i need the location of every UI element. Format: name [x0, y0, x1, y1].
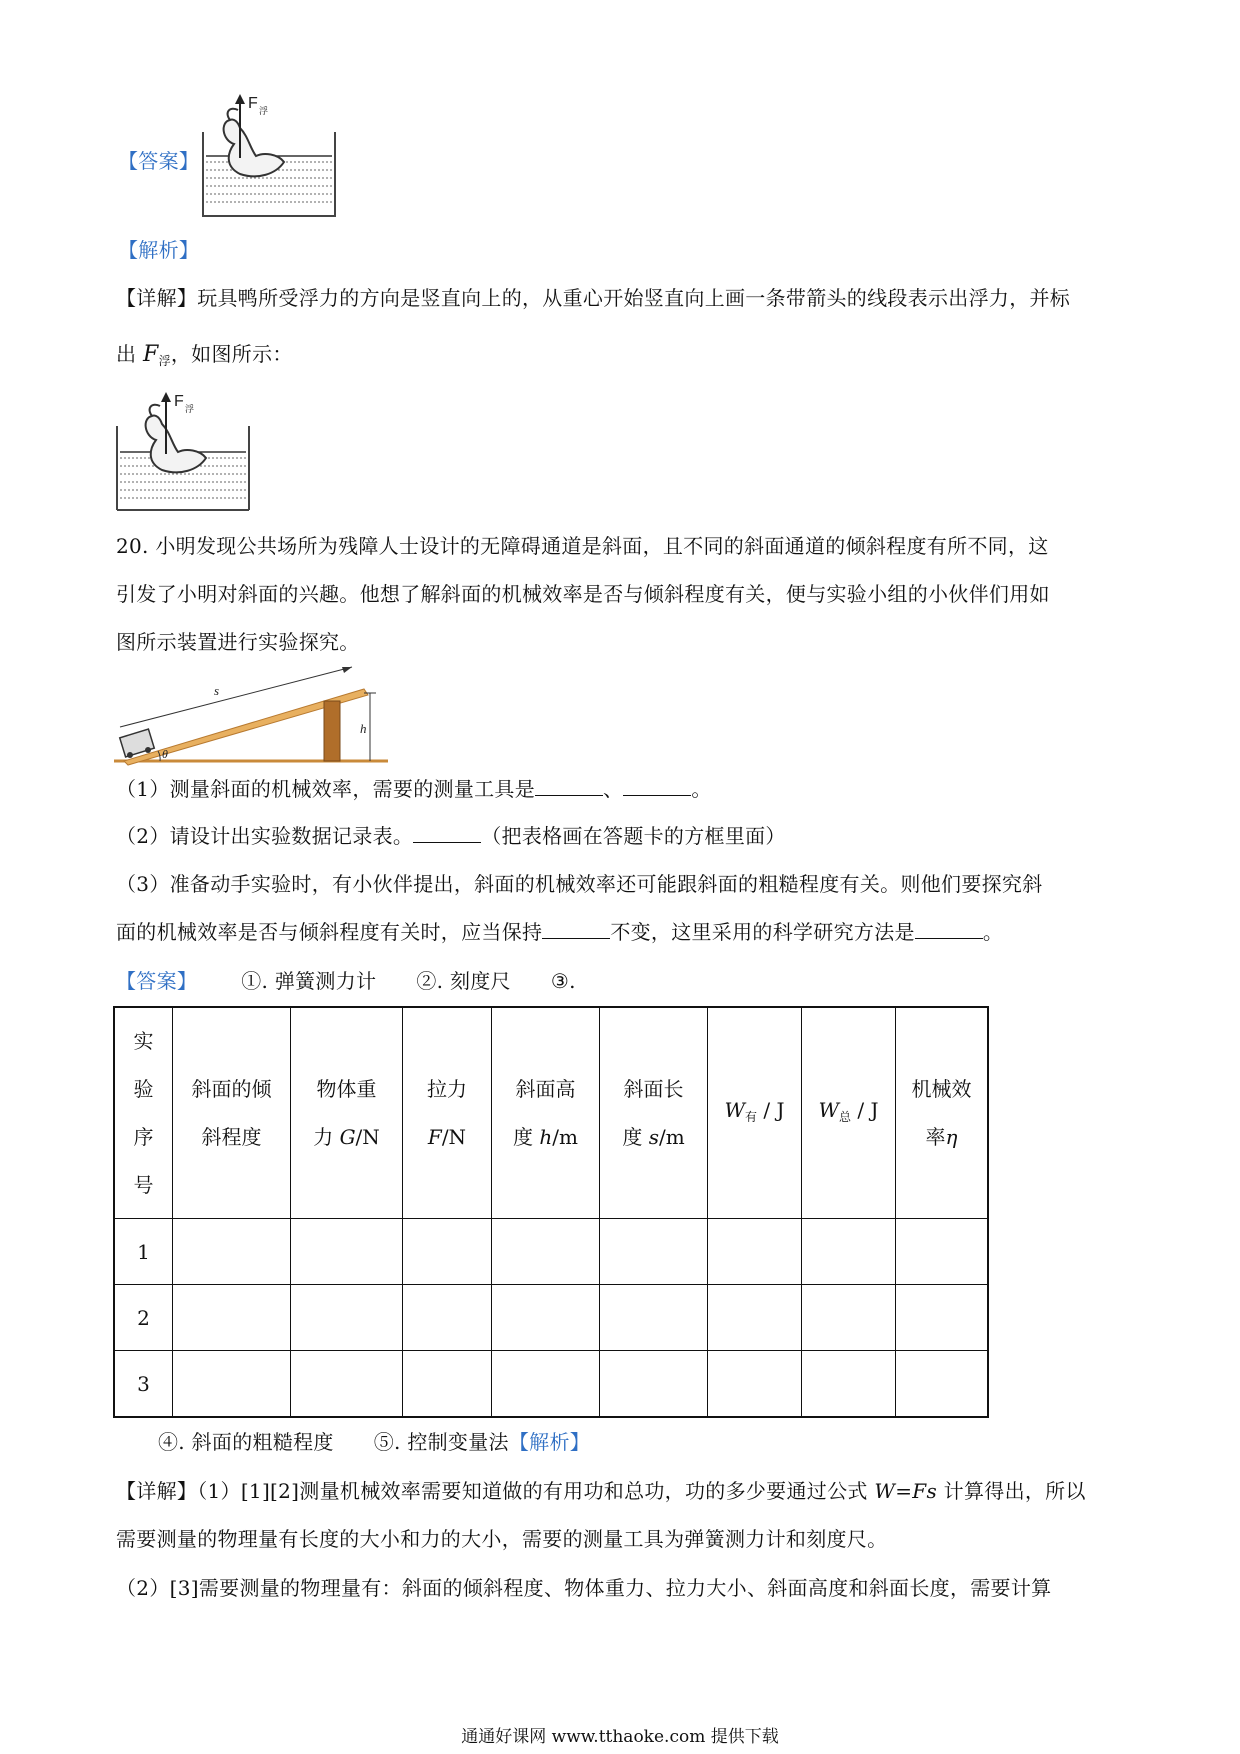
label-theta: θ — [162, 747, 168, 761]
buoyancy-label: F — [248, 95, 258, 112]
q20-part3-line1: （3）准备动手实验时，有小伙伴提出，斜面的机械效率还可能跟斜面的粗糙程度有关。则他们要探究斜 — [116, 872, 1043, 896]
incline-figure — [114, 665, 394, 767]
blank-1[interactable] — [535, 777, 603, 796]
q20-answers: 【答案】 ①. 弹簧测力计 ②. 刻度尺 ③. — [116, 969, 576, 993]
force-symbol: F — [142, 342, 159, 367]
header-length: 斜面长 度 s/m — [600, 1007, 708, 1219]
label-s: s — [214, 683, 220, 698]
answer-tag: 【答案】 — [118, 149, 200, 173]
header-total-work: $W_总$ / J — [802, 1007, 896, 1219]
q20-part1: （1）测量斜面的机械效率，需要的测量工具是 、 。 — [116, 777, 712, 801]
table-row: 3 — [114, 1351, 988, 1418]
analysis-tag: 【解析】 — [118, 238, 200, 262]
q20-stem-line3: 图所示装置进行实验探究。 — [116, 630, 360, 654]
q20-answers-2: ④. 斜面的粗糙程度 ⑤. 控制变量法【解析】 — [158, 1430, 591, 1454]
blank-5[interactable] — [915, 920, 983, 939]
header-slope: 斜面的倾 斜程度 — [173, 1007, 291, 1219]
duck-buoyancy-figure — [200, 92, 340, 220]
table-row: 1 — [114, 1219, 988, 1285]
buoyancy-label-sub-2: 浮 — [185, 405, 195, 415]
header-height: 斜面高 度 h/m — [492, 1007, 600, 1219]
buoyancy-label-2: F — [174, 393, 184, 410]
record-table — [113, 1006, 989, 1418]
q20-stem-line1: 20. 小明发现公共场所为残障人士设计的无障碍通道是斜面，且不同的斜面通道的倾斜程度有所不同，这 — [116, 534, 1049, 558]
duck-buoyancy-figure-2 — [114, 390, 254, 514]
q20-stem-line2: 引发了小明对斜面的兴趣。他想了解斜面的机械效率是否与倾斜程度有关，便与实验小组的小伙伴们用如 — [116, 582, 1050, 606]
q20-detail-line1: 【详解】（1）[1][2]测量机械效率需要知道做的有用功和总功，功的多少要通过公式 W=Fs 计算得出，所以 — [116, 1479, 1086, 1503]
q20-part3-line2: 面的机械效率是否与倾斜程度有关时，应当保持 不变，这里采用的科学研究方法是 。 — [116, 920, 1004, 944]
q20-detail-line3: （2）[3]需要测量的物理量有：斜面的倾斜程度、物体重力、拉力大小、斜面高度和斜面长度，需要计算 — [116, 1576, 1052, 1600]
label-h: h — [360, 721, 367, 736]
header-useful-work: $W_有$ / J — [708, 1007, 802, 1219]
table-row: 2 — [114, 1285, 988, 1351]
buoyancy-label-sub: 浮 — [259, 107, 269, 117]
header-index: 实 验 序 号 — [114, 1007, 173, 1219]
q19-detail-line1: 【详解】玩具鸭所受浮力的方向是竖直向上的，从重心开始竖直向上画一条带箭头的线段表示出浮力，并标 — [116, 286, 1071, 310]
blank-4[interactable] — [542, 920, 610, 939]
q20-detail-line2: 需要测量的物理量有长度的大小和力的大小，需要的测量工具为弹簧测力计和刻度尺。 — [116, 1527, 888, 1551]
header-pull: 拉力 F/N — [403, 1007, 492, 1219]
header-efficiency: 机械效 率η — [896, 1007, 989, 1219]
q20-part2: （2）请设计出实验数据记录表。 （把表格画在答题卡的方框里面） — [116, 824, 786, 848]
header-weight: 物体重 力 G/N — [291, 1007, 403, 1219]
q19-detail-line2: 出 $F_浮$，如图所示： — [116, 342, 293, 368]
blank-2[interactable] — [623, 777, 691, 796]
page-footer: 通通好课网 www.tthaoke.com 提供下载 — [461, 1727, 779, 1747]
blank-3[interactable] — [413, 824, 481, 843]
